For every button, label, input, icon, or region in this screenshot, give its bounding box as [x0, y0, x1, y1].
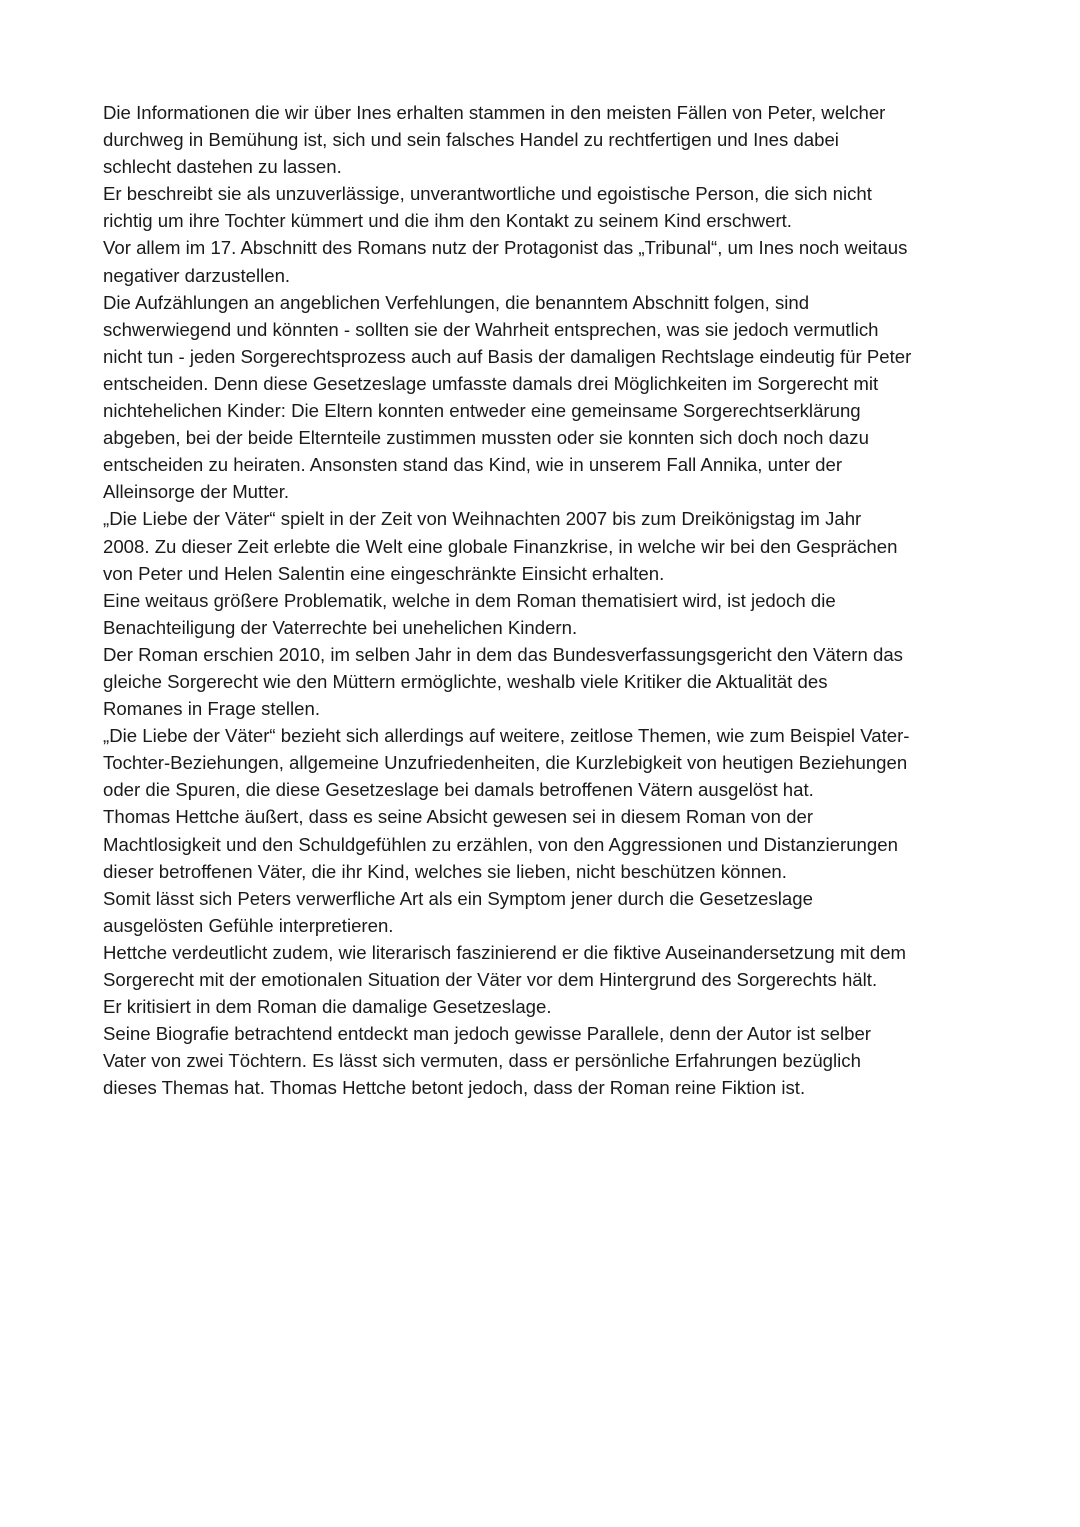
text-line-36: Vater von zwei Töchtern. Es lässt sich vermuten, dass er persönliche Erfahrungen bezüglich: [103, 1050, 861, 1072]
text-line-25: Tochter-Beziehungen, allgemeine Unzufriedenheiten, die Kurzlebigkeit von heutigen Beziehungen: [103, 752, 908, 774]
text-line-18: von Peter und Helen Salentin eine eingeschränkte Einsicht erhalten.: [103, 562, 665, 584]
text-line-20: Benachteiligung der Vaterrechte bei unehelichen Kindern.: [103, 616, 578, 638]
text-line-13: abgeben, bei der beide Elternteile zustimmen mussten oder sie konnten sich doch noch dazu: [103, 427, 869, 449]
text-line-19: Eine weitaus größere Problematik, welche in dem Roman thematisiert wird, ist jedoch die: [103, 589, 836, 611]
text-line-14: entscheiden zu heiraten. Ansonsten stand das Kind, wie in unserem Fall Annika, unter der: [103, 454, 843, 476]
text-line-24: „Die Liebe der Väter“ bezieht sich allerdings auf weitere, zeitlose Themen, wie zum Beispiel Vater-: [103, 725, 910, 747]
text-line-31: ausgelösten Gefühle interpretieren.: [103, 914, 394, 936]
text-line-10: nicht tun - jeden Sorgerechtsprozess auch auf Basis der damaligen Rechtslage eindeutig für Peter: [103, 345, 912, 367]
text-line-7: negativer darzustellen.: [103, 264, 291, 286]
text-line-32: Hettche verdeutlicht zudem, wie literarisch faszinierend er die fiktive Auseinandersetzung mit dem: [103, 941, 907, 963]
text-line-37: dieses Themas hat. Thomas Hettche betont jedoch, dass der Roman reine Fiktion ist.: [103, 1077, 806, 1099]
text-line-23: Romanes in Frage stellen.: [103, 698, 321, 720]
body-text: [103, 99, 983, 1101]
text-line-2: durchweg in Bemühung ist, sich und sein falsches Handel zu rechtfertigen und Ines dabei: [103, 129, 839, 151]
text-line-5: richtig um ihre Tochter kümmert und die ihm den Kontakt zu seinem Kind erschwert.: [103, 210, 792, 232]
text-line-4: Er beschreibt sie als unzuverlässige, unverantwortliche und egoistische Person, die sich nicht: [103, 183, 872, 205]
text-line-9: schwerwiegend und könnten - sollten sie der Wahrheit entsprechen, was sie jedoch vermutlich: [103, 318, 879, 340]
text-line-1: Die Informationen die wir über Ines erhalten stammen in den meisten Fällen von Peter, welcher: [103, 102, 886, 123]
text-line-3: schlecht dastehen zu lassen.: [103, 156, 342, 178]
text-line-29: dieser betroffenen Väter, die ihr Kind, welches sie lieben, nicht beschützen können.: [103, 860, 787, 882]
text-line-12: nichtehelichen Kinder: Die Eltern konnten entweder eine gemeinsame Sorgerechtserklärung: [103, 400, 861, 422]
text-line-17: 2008. Zu dieser Zeit erlebte die Welt eine globale Finanzkrise, in welche wir bei den Gesprächen: [103, 535, 898, 557]
text-line-15: Alleinsorge der Mutter.: [103, 481, 290, 503]
text-line-35: Seine Biografie betrachtend entdeckt man jedoch gewisse Parallele, denn der Autor ist selber: [103, 1023, 871, 1045]
text-line-6: Vor allem im 17. Abschnitt des Romans nutz der Protagonist das „Tribunal“, um Ines noch weitaus: [103, 237, 908, 259]
text-line-8: Die Aufzählungen an angeblichen Verfehlungen, die benanntem Abschnitt folgen, sind: [103, 291, 810, 313]
text-line-22: gleiche Sorgerecht wie den Müttern ermöglichte, weshalb viele Kritiker die Aktualität des: [103, 670, 828, 692]
text-line-30: Somit lässt sich Peters verwerfliche Art als ein Symptom jener durch die Gesetzeslage: [103, 887, 813, 909]
text-line-34: Er kritisiert in dem Roman die damalige Gesetzeslage.: [103, 996, 552, 1018]
text-line-26: oder die Spuren, die diese Gesetzeslage bei damals betroffenen Vätern ausgelöst hat.: [103, 779, 814, 801]
text-line-28: Machtlosigkeit und den Schuldgefühlen zu erzählen, von den Aggressionen und Distanzierungen: [103, 833, 898, 855]
text-line-11: entscheiden. Denn diese Gesetzeslage umfasste damals drei Möglichkeiten im Sorgerecht mit: [103, 372, 879, 394]
text-line-16: „Die Liebe der Väter“ spielt in der Zeit von Weihnachten 2007 bis zum Dreikönigstag im Jahr: [103, 508, 862, 530]
text-line-27: Thomas Hettche äußert, dass es seine Absicht gewesen sei in diesem Roman von der: [103, 806, 814, 828]
text-line-33: Sorgerecht mit der emotionalen Situation der Väter vor dem Hintergrund des Sorgerechts hält.: [103, 969, 878, 990]
text-line-21: Der Roman erschien 2010, im selben Jahr in dem das Bundesverfassungsgericht den Vätern das: [103, 643, 903, 665]
